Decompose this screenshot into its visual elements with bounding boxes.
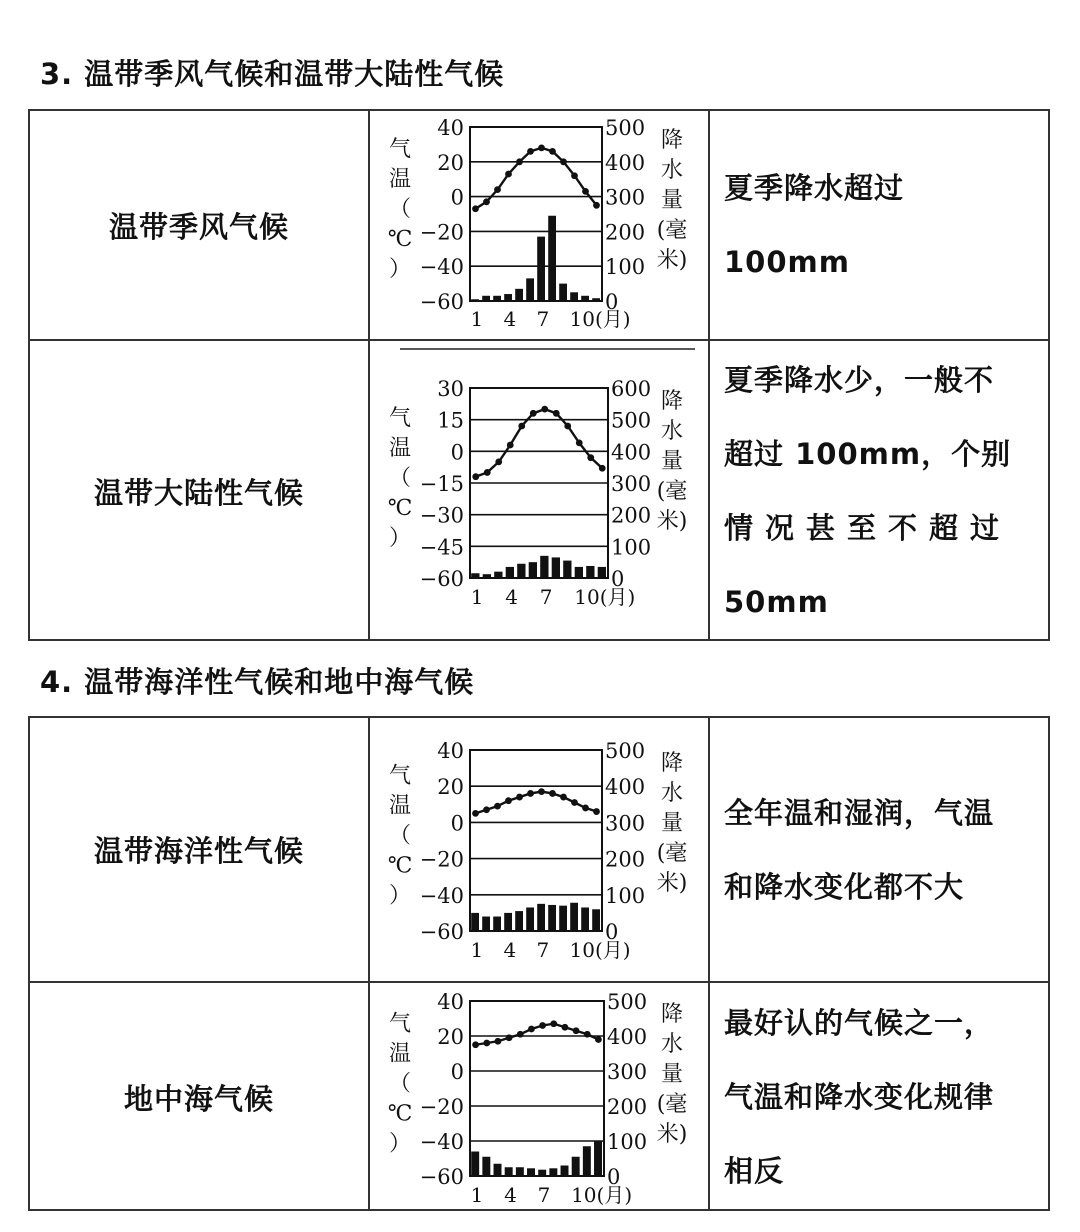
precip-axis-label: 水 [660,419,684,444]
precip-axis-label: 量 [660,449,684,474]
temp-point [505,171,512,178]
temp-point [530,410,537,417]
climate-description [710,111,1048,339]
precip-bar [586,566,594,578]
temp-point [549,148,556,155]
month-tick: 4 [503,307,517,331]
temp-point [472,205,479,212]
table-row-continental [30,339,1048,641]
temp-tick: 20 [437,1025,464,1049]
month-tick: 7 [539,585,553,609]
precip-bar [493,917,501,931]
temp-point [584,1031,591,1038]
precip-tick: 100 [607,1130,648,1154]
temp-axis-label: ℃ [387,853,413,879]
temp-tick: −20 [419,220,464,245]
precip-bar [583,1146,591,1176]
temp-point [518,423,525,430]
temp-axis-label: ℃ [387,496,413,521]
temp-tick: 0 [450,440,464,465]
precip-bar [504,913,512,931]
description-line: 夏季降水超过 [724,171,905,205]
description-line: 超过 100mm，个别 [724,437,1012,471]
precip-tick: 300 [611,472,652,496]
temp-axis-label: ℃ [387,227,413,252]
climate-table-2 [28,716,1050,1211]
month-tick: 7 [537,1183,551,1207]
temp-point [550,1020,557,1027]
precip-bar [548,905,556,931]
temp-point [494,803,501,810]
temp-axis-label: 温 [388,167,412,192]
temp-point [582,188,589,195]
precip-axis-label: 米) [656,509,688,534]
precip-bar [526,278,534,301]
climate-name: 温带海洋性气候 [30,718,370,981]
precip-bar [540,556,548,578]
precip-bar [592,909,600,931]
precip-bar [516,1167,524,1176]
precip-axis-label: 降 [660,389,684,414]
temp-point [562,1024,569,1031]
month-tick: 4 [503,938,517,962]
temp-point [593,808,600,815]
temp-tick: −40 [419,255,464,280]
month-tick: 1 [470,585,484,609]
climate-name: 地中海气候 [30,983,370,1211]
month-tick: 10(月) [569,938,631,962]
temp-tick: 0 [450,811,464,836]
temp-point [472,1041,479,1048]
precip-bar [537,904,545,931]
temp-point [472,473,479,480]
temp-tick: −30 [419,503,464,528]
temp-point [483,1040,490,1047]
precip-bar [506,567,514,578]
temp-axis-label: （ [388,1071,412,1097]
temp-axis-label: 温 [388,436,412,461]
description-line: 50mm [724,585,829,619]
precip-tick: 400 [611,440,652,465]
precip-tick: 0 [611,567,625,591]
temp-point [517,1031,524,1038]
temp-tick: 15 [437,408,464,433]
temp-tick: 40 [437,116,464,140]
temp-point [483,806,490,813]
temp-point [560,158,567,165]
temp-axis-label: 气 [388,137,412,162]
temp-point [541,406,548,413]
precip-bar [482,1157,490,1176]
temp-point [495,458,502,465]
month-tick: 10(月) [569,307,631,331]
temp-point [484,469,491,476]
temp-point [527,148,534,155]
temp-tick: −60 [419,567,464,591]
temp-axis-label: 气 [388,406,412,431]
description-line: 情况甚至不超过 [724,511,1012,545]
temp-tick: −40 [419,1130,464,1154]
description-line: 100mm [724,245,850,279]
temp-point [538,788,545,795]
description-line: 气温和降水变化规律 [724,1080,995,1114]
temp-line [476,1024,599,1045]
precip-bar [504,294,512,301]
temp-tick: 0 [450,1060,464,1084]
temp-tick: −20 [419,847,464,872]
precip-axis-label: (毫 [656,1092,688,1117]
section-title-4: 4. 温带海洋性气候和地中海气候 [40,665,475,699]
temp-tick: −60 [419,1165,464,1189]
precip-axis-label: 米) [656,1122,688,1147]
temp-tick: −15 [419,472,464,496]
temp-tick: 40 [437,739,464,763]
precip-bar [594,1141,602,1176]
temp-axis-label: （ [388,197,412,222]
precip-bar [548,216,556,301]
precip-bar [471,913,479,931]
temp-tick: −60 [419,290,464,314]
temp-point [582,805,589,812]
precip-axis-label: (毫 [656,479,688,504]
temp-tick: 0 [450,185,464,210]
temp-point [494,186,501,193]
climate-chart-cell [370,718,710,981]
precip-bar [559,906,567,931]
temp-point [564,423,571,430]
temp-axis-label: ） [388,1131,412,1157]
precip-axis-label: 量 [660,188,684,213]
precip-axis-label: 米) [656,871,688,896]
temp-line [476,792,597,814]
temp-point [595,1036,602,1043]
climate-chart-cell [370,983,710,1211]
temp-point [483,198,490,205]
precip-tick: 300 [605,811,646,836]
precip-bar [505,1167,513,1176]
precip-tick: 200 [607,1095,648,1119]
temp-axis-label: ） [388,526,412,551]
precip-axis-label: 水 [660,1032,684,1057]
temp-point [593,202,600,209]
temp-point [539,1022,546,1029]
month-tick: 10(月) [574,585,636,609]
precip-bar [515,911,523,931]
precip-tick: 200 [605,847,646,872]
precip-axis-label: 量 [660,1062,684,1087]
climate-chart-cell [370,111,710,339]
temp-tick: 20 [437,150,464,175]
table-row-mediterranean [30,981,1048,1211]
precip-tick: 300 [605,185,646,210]
climate-description [710,718,1048,981]
precip-bar [559,284,567,301]
month-tick: 1 [470,938,484,962]
temp-tick: −45 [419,535,464,560]
description-line: 相反 [724,1154,785,1188]
temp-tick: 40 [437,990,464,1014]
temp-axis-label: ） [388,257,412,282]
temp-point [495,1038,502,1045]
precip-tick: 500 [605,739,646,763]
temp-point [573,1027,580,1034]
precip-tick: 500 [607,990,648,1014]
temp-axis-label: ） [388,883,412,909]
temp-point [571,172,578,179]
climate-chart-cell [370,341,710,641]
plot-frame [470,127,602,301]
temp-point [516,158,523,165]
precip-bar [526,907,534,931]
temp-tick: −20 [419,1095,464,1119]
precip-bar [561,1166,569,1177]
precip-tick: 100 [605,255,646,280]
precip-tick: 100 [605,883,646,908]
month-tick: 4 [504,1183,517,1207]
precip-bar [570,903,578,931]
description-line: 全年温和湿润，气温 [724,795,995,830]
precip-bar [517,564,525,578]
month-tick: 10(月) [571,1183,633,1207]
temp-axis-label: ℃ [387,1101,413,1127]
precip-tick: 400 [605,775,646,800]
climate-chart [370,341,708,639]
precip-tick: 400 [607,1025,648,1049]
temp-axis-label: 温 [388,793,412,819]
table-row-monsoon [30,111,1048,339]
precip-bar [537,237,545,301]
climate-chart [370,983,708,1211]
temp-point [576,439,583,446]
precip-axis-label: 米) [656,248,688,273]
precip-tick: 500 [605,116,646,140]
temp-point [527,790,534,797]
temp-point [549,790,556,797]
precip-bar [581,907,589,931]
temp-axis-label: 气 [388,763,412,789]
temp-point [472,810,479,817]
temp-point [528,1026,535,1033]
climate-chart [370,718,708,979]
precip-bar [598,567,606,578]
precip-axis-label: (毫 [656,218,688,243]
climate-name: 温带季风气候 [30,111,370,339]
month-tick: 1 [470,1183,484,1207]
temp-axis-label: 气 [388,1011,412,1037]
precip-tick: 200 [605,220,646,245]
month-tick: 4 [505,585,518,609]
temp-point [560,794,567,801]
plot-frame [470,750,602,931]
temp-tick: 30 [437,377,464,401]
precip-bar [527,1168,535,1176]
precip-axis-label: 水 [660,158,684,183]
precip-axis-label: 降 [660,751,684,776]
precip-axis-label: 水 [660,781,684,806]
precip-tick: 500 [611,408,652,433]
precip-bar [549,1168,557,1176]
section-title-3: 3. 温带季风气候和温带大陆性气候 [40,57,505,91]
temp-point [516,794,523,801]
temp-point [553,410,560,417]
climate-table-1 [28,109,1050,641]
precip-bar [529,562,537,578]
temp-point [507,442,514,449]
month-tick: 7 [536,938,550,962]
month-tick: 1 [470,307,484,331]
temp-tick: −60 [419,920,464,944]
temp-axis-label: （ [388,466,412,491]
temp-point [587,454,594,461]
precip-tick: 600 [611,377,652,401]
climate-description [710,983,1048,1211]
precip-tick: 300 [607,1060,648,1084]
precip-axis-label: (毫 [656,841,688,866]
climate-description [710,341,1048,641]
month-tick: 7 [536,307,550,331]
description-line: 最好认的气候之一， [724,1006,995,1040]
description-line: 夏季降水少，一般不 [724,363,995,397]
precip-bar [471,1152,479,1177]
precip-tick: 100 [611,535,652,560]
climate-chart [370,111,708,337]
precip-tick: 0 [605,290,619,314]
temp-point [505,797,512,804]
precip-tick: 0 [607,1165,621,1189]
table-row-oceanic [30,718,1048,981]
temp-point [599,465,606,472]
precip-axis-label: 量 [660,811,684,836]
temp-point [538,144,545,151]
precip-tick: 200 [611,503,652,528]
precip-bar [482,917,490,931]
precip-bar [563,561,571,578]
temp-axis-label: 温 [388,1041,412,1067]
temp-axis-label: （ [388,823,412,849]
precip-bar [575,567,583,578]
precip-bar [572,1157,580,1176]
climate-name: 温带大陆性气候 [30,341,370,641]
description-line: 和降水变化都不大 [724,869,965,904]
precip-bar [515,289,523,301]
precip-bar [494,1164,502,1176]
precip-tick: 400 [605,150,646,175]
precip-axis-label: 降 [660,128,684,153]
precip-bar [552,557,560,578]
temp-line [476,148,597,209]
precip-bar [570,292,578,301]
precip-tick: 0 [605,920,619,944]
temp-point [506,1034,513,1041]
temp-tick: 20 [437,775,464,800]
temp-tick: −40 [419,883,464,908]
precip-axis-label: 降 [660,1002,684,1027]
temp-point [571,799,578,806]
